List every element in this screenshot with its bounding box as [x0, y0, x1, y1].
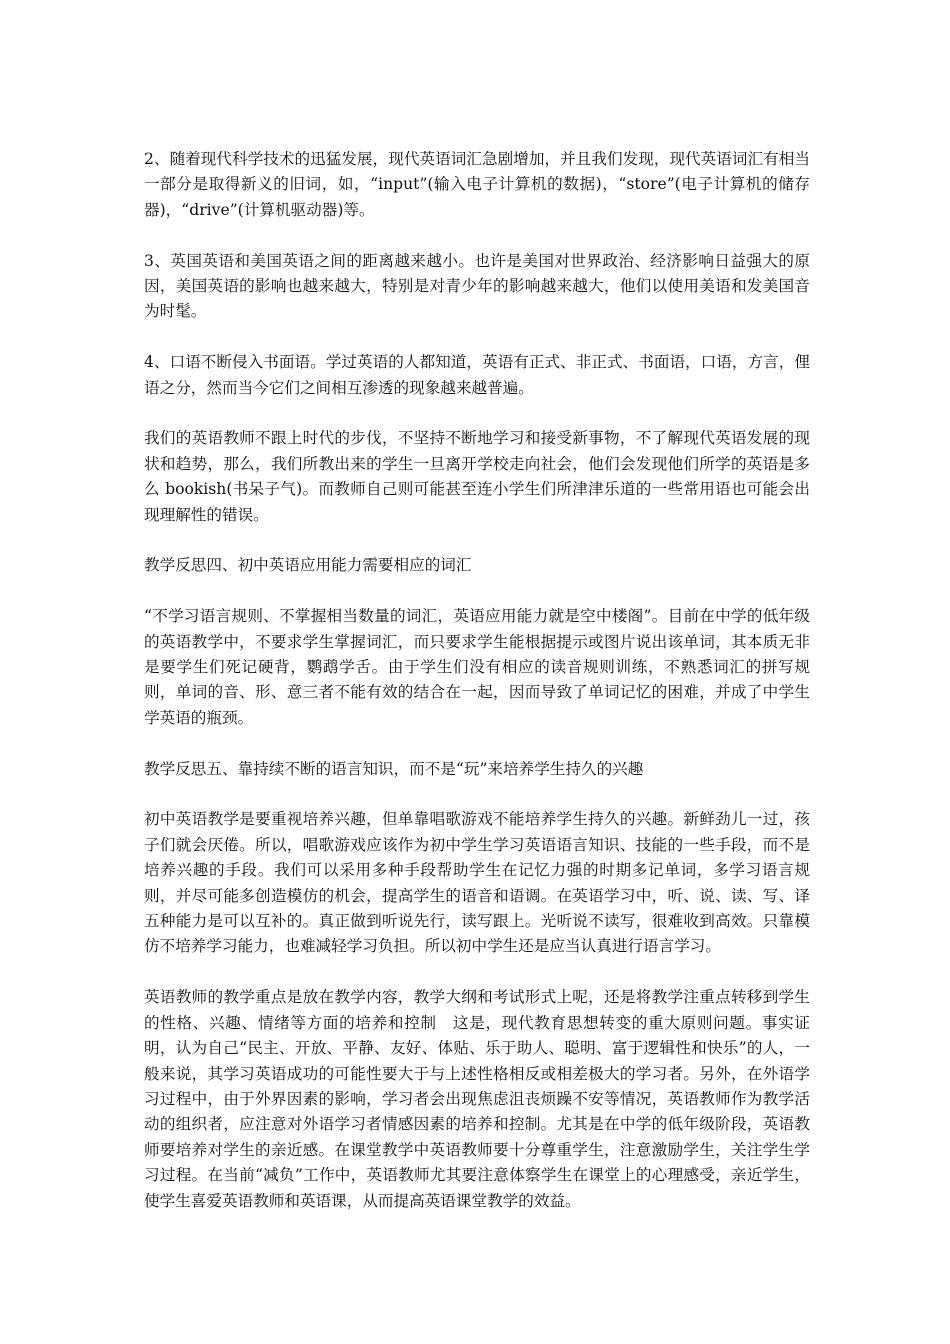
paragraph-teaching-focus: 英语教师的教学重点是放在教学内容，教学大纲和考试形式上呢，还是将教学注重点转移到学生的性格、兴趣、情绪等方面的培养和控制 这是，现代教育思想转变的重大原则问题。事实证明，认为自己“民主、开放、平静、友好、体贴、乐于助人、聪明、富于逻辑性和快乐”的人，一般来说，其学习英语成功的可能性要大于与上述性格相反或相差极大的学习者。另外，在外语学习过程中，由于外界因素的影响，学习者会出现焦虑沮丧烦躁不安等情况，英语教师作为教学活动的组织者，应注意对外语学习者情感因素的培养和控制。尤其是在中学的低年级阶段，英语教师要培养对学生的亲近感。在课堂教学中英语教师要十分尊重学生，注意激励学生，关注学生学习过程。在当前“减负”工作中，英语教师尤其要注意体察学生在课堂上的心理感受，亲近学生，使学生喜爱英语教师和英语课，从而提高英语课堂教学的效益。	[144, 988, 810, 1210]
paragraph-british-american-english: 3、英国英语和美国英语之间的距离越来越小。也许是美国对世界政治、经济影响日益强大的原因，美国英语的影响也越来越大，特别是对青少年的影响越来越大，他们以使用美语和发美国音为时髦。	[144, 251, 810, 321]
section-heading-reflection-five: 教学反思五、靠持续不断的语言知识，而不是“玩”来培养学生持久的兴趣	[144, 759, 644, 778]
paragraph-lasting-interest: 初中英语教学是要重视培养兴趣，但单靠唱歌游戏不能培养学生持久的兴趣。新鲜劲儿一过，孩子们就会厌倦。所以，唱歌游戏应该作为初中学生学习英语语言知识、技能的一些手段，而不是培养兴趣的手段。我们可以采用多种手段帮助学生在记忆力强的时期多记单词，多学习语言规则，并尽可能多创造模仿的机会，提高学生的语音和语调。在英语学习中，听、说、读、写、译五种能力是可以互补的。真正做到听说先行，读写跟上。光听说不读写，很难收到高效。只靠模仿不培养学习能力，也难减轻学习负担。所以初中学生还是应当认真进行语言学习。	[144, 810, 810, 956]
paragraph-vocabulary-growth: 2、随着现代科学技术的迅猛发展，现代英语词汇急剧增加，并且我们发现，现代英语词汇有相当一部分是取得新义的旧词，如，“input”(输入电子计算机的数据)，“store”(电子计算机的储存器)，“drive”(计算机驱动器)等。	[144, 150, 810, 219]
paragraph-vocabulary-rules: “不学习语言规则、不掌握相当数量的词汇，英语应用能力就是空中楼阁”。目前在中学的低年级的英语教学中，不要求学生掌握词汇，而只要求学生能根据提示或图片说出该单词，其本质无非是要学生们死记硬背，鹦鹉学舌。由于学生们没有相应的读音规则训练，不熟悉词汇的拼写规则，单词的音、形、意三者不能有效的结合在一起，因而导致了单词记忆的困难，并成了中学生学英语的瓶颈。	[144, 607, 810, 727]
section-heading-reflection-four: 教学反思四、初中英语应用能力需要相应的词汇	[144, 556, 472, 575]
paragraph-teachers-keep-pace: 我们的英语教师不跟上时代的步伐，不坚持不断地学习和接受新事物，不了解现代英语发展的现状和趋势，那么，我们所教出来的学生一旦离开学校走向社会，他们会发现他们所学的英语是多么 bookish(书呆子气)。而教师自己则可能甚至连小学生们所津津乐道的一些常用语也可能会出现理解性的错误。	[144, 429, 810, 524]
paragraph-spoken-into-written: 4、口语不断侵入书面语。学过英语的人都知道，英语有正式、非正式、书面语，口语，方言，俚语之分，然而当今它们之间相互渗透的现象越来越普遍。	[144, 353, 810, 397]
document-body	[144, 147, 810, 1239]
